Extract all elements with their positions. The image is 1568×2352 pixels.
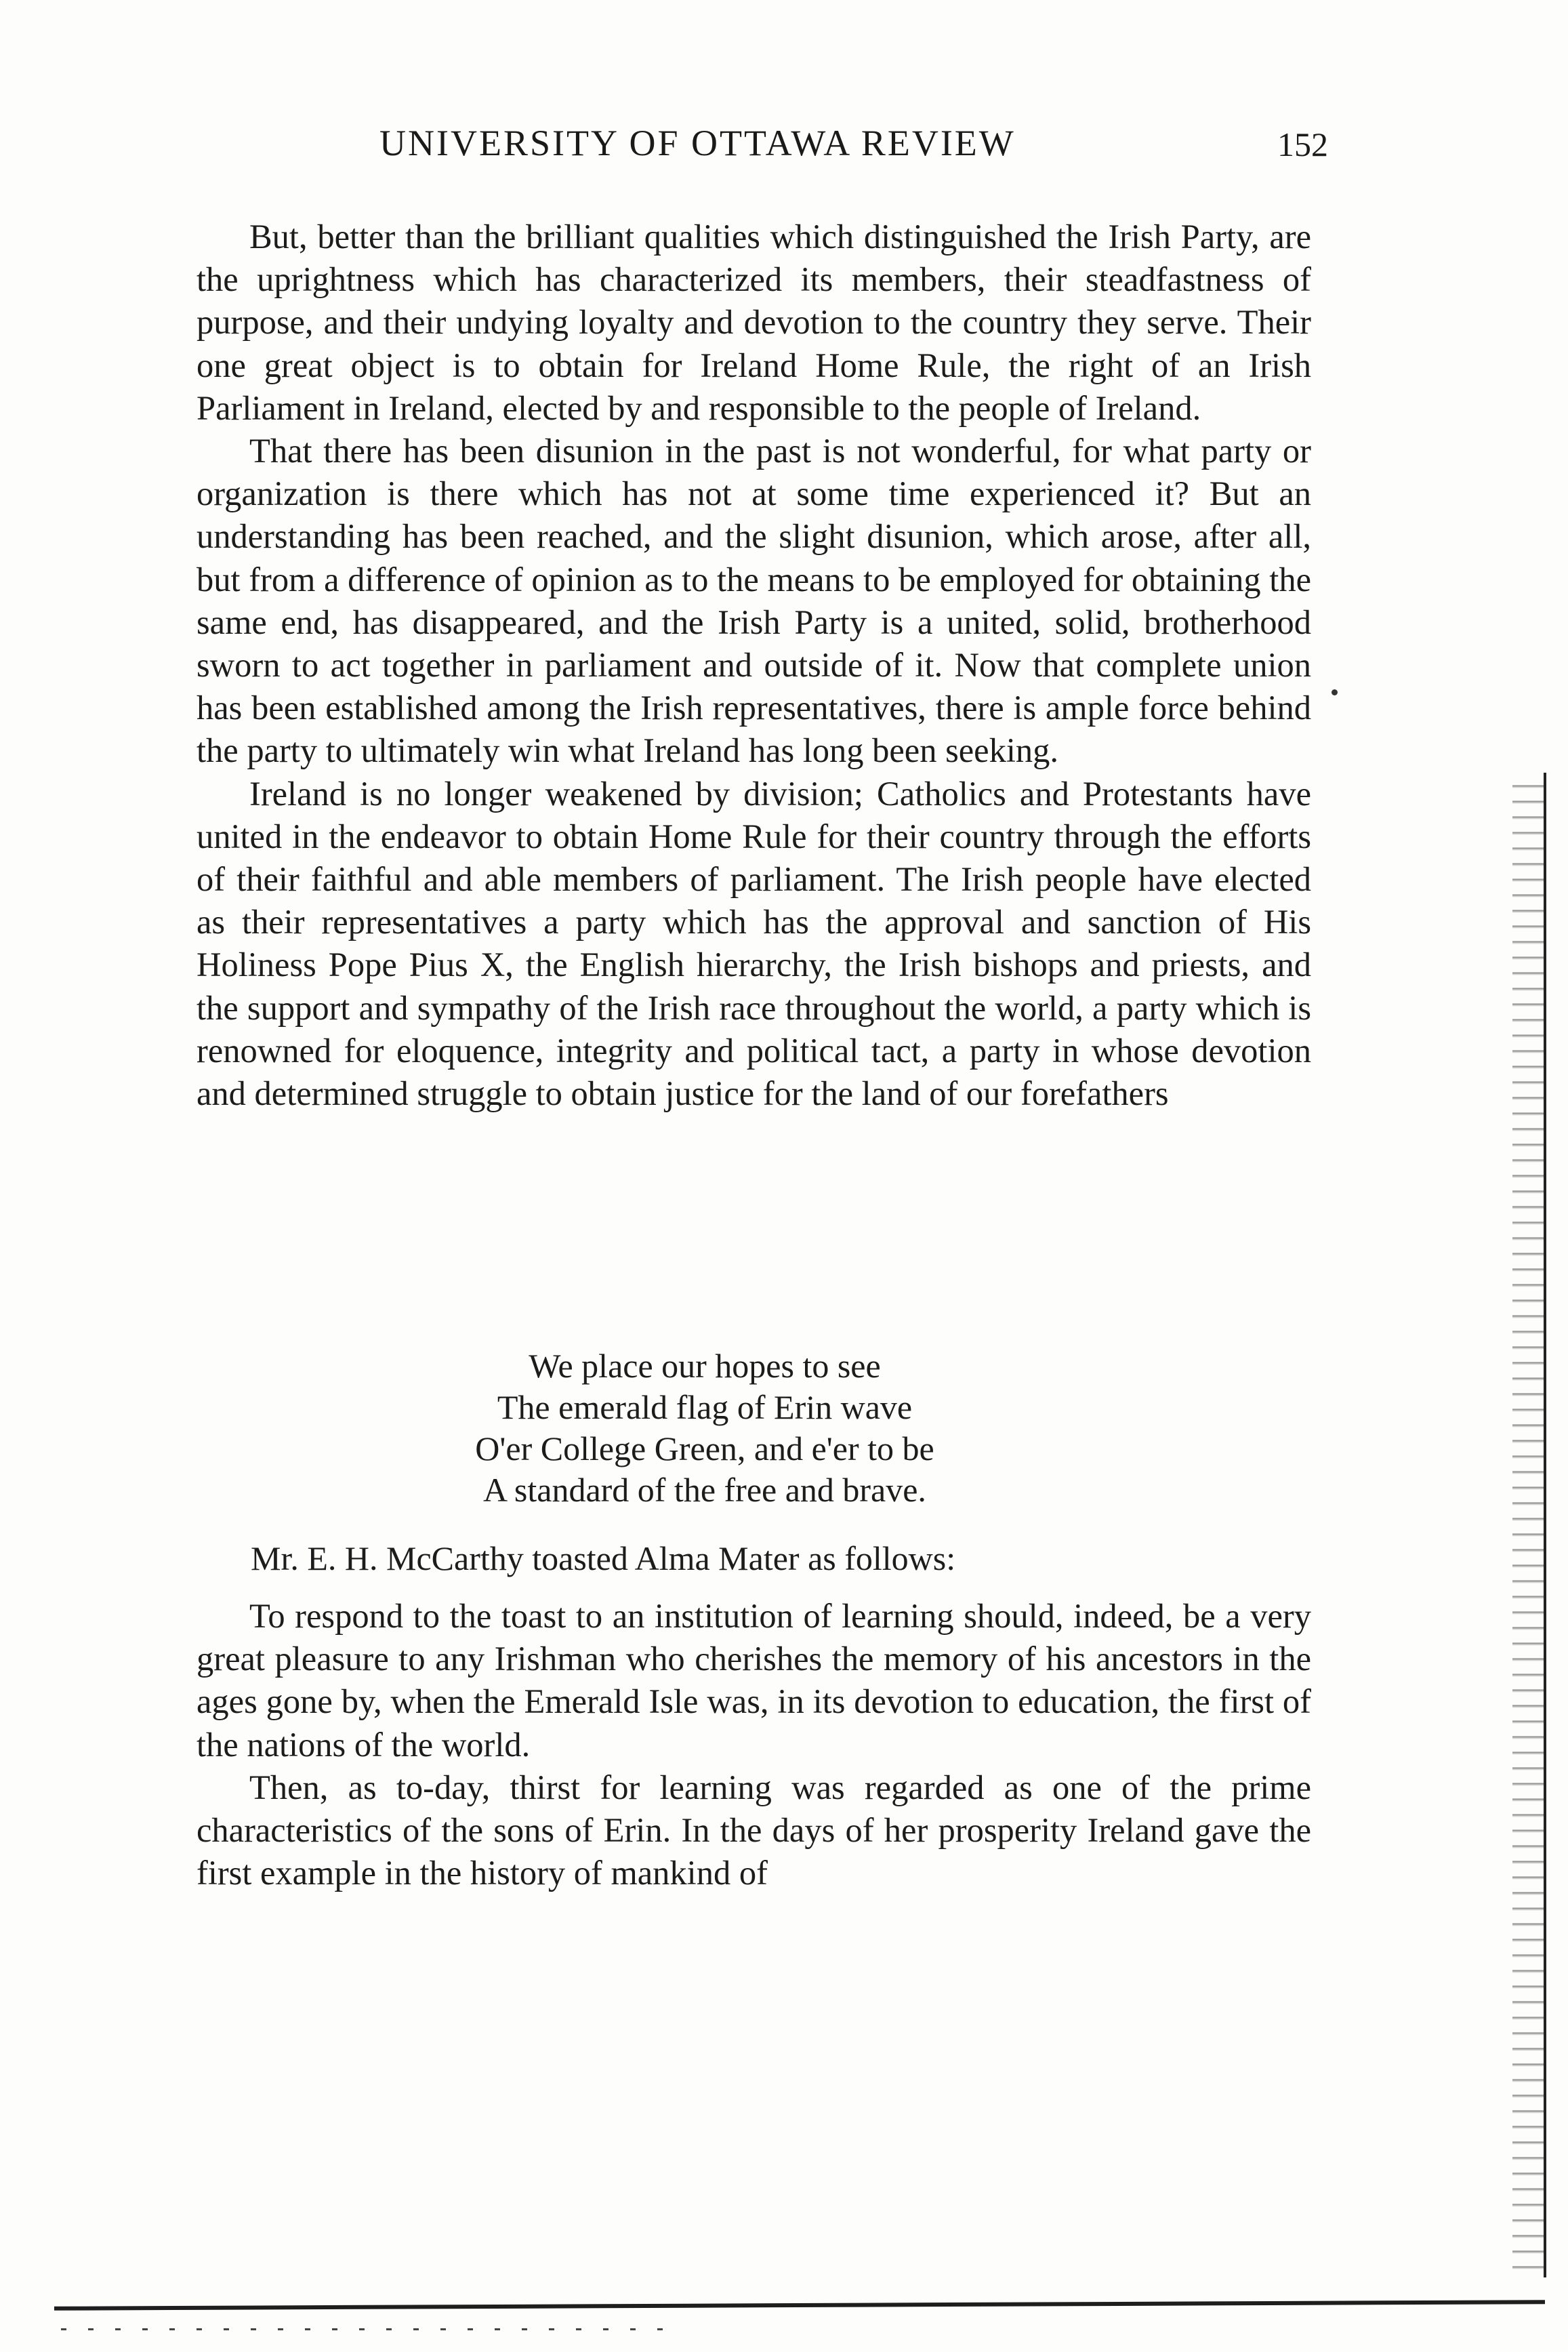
toast-intro: Mr. E. H. McCarthy toasted Alma Mater as follows: (251, 1539, 956, 1577)
margin-mark (1332, 689, 1338, 695)
verse-line: O'er College Green, and e'er to be (475, 1430, 934, 1467)
paragraph: Ireland is no longer weakened by division; Catholics and Protestants have united in the endeavor to obtain Home Rule for their country through the efforts of their faithful and able members of parliament. The Irish people have elected as their representatives a party which has the approval and sanction of His Holiness Pope Pius X, the English hierarchy, the Irish bishops and priests, and the support and sympathy of the Irish race throughout the world, a party which is renowned for eloquence, integrity and political tact, a party in whose devotion and determined struggle to obtain justice for the land of our forefathers (197, 774, 1311, 1113)
paragraph: To respond to the toast to an institution of learning should, indeed, be a very great pleasure to any Irishman who cherishes the memory of his ancestors in the ages gone by, when the Emerald Isle was, in its devotion to education, the first of the nations of the world. (197, 1597, 1311, 1764)
paragraph: Then, as to-day, thirst for learning was regarded as one of the prime characteristics of the sons of Erin. In the days of her prosperity Ireland gave the first example in the history of mankind of (197, 1768, 1311, 1892)
verse-line: A standard of the free and brave. (483, 1471, 926, 1509)
scan-edge-line (54, 2300, 1545, 2311)
article-body (197, 216, 1311, 1115)
running-header (379, 122, 1328, 176)
journal-title: UNIVERSITY OF OTTAWA REVIEW (379, 123, 1016, 163)
paragraph: That there has been disunion in the past is not wonderful, for what party or organization is there which has not at some time experienced it? But an understanding has been reached, and the slight disunion, which arose, after all, but from a difference of opinion as to the means to be employed for obtaining the same end, has disappeared, and the Irish Party is a united, solid, brotherhood sworn to act together in parliament and outside of it. Now that complete union has been established among the Irish representatives, there is ample force behind the party to ultimately win what Ireland has long been seeking. (197, 432, 1311, 770)
toast-body (197, 1595, 1311, 1894)
page-binding-edge (1512, 773, 1546, 2277)
scan-edge-noise (61, 2328, 671, 2330)
verse-quote (366, 1345, 1044, 1511)
verse-line: We place our hopes to see (529, 1347, 881, 1385)
paragraph: But, better than the brilliant qualities which distinguished the Irish Party, are the uprightness which has characterized its members, their steadfastness of purpose, and their undying loyalty and devotion to the country they serve. Their one great object is to obtain for Ireland Home Rule, the right of an Irish Parliament in Ireland, elected by and responsible to the people of Ireland. (197, 218, 1311, 427)
page-number: 152 (1277, 125, 1328, 163)
verse-line: The emerald flag of Erin wave (497, 1388, 913, 1426)
